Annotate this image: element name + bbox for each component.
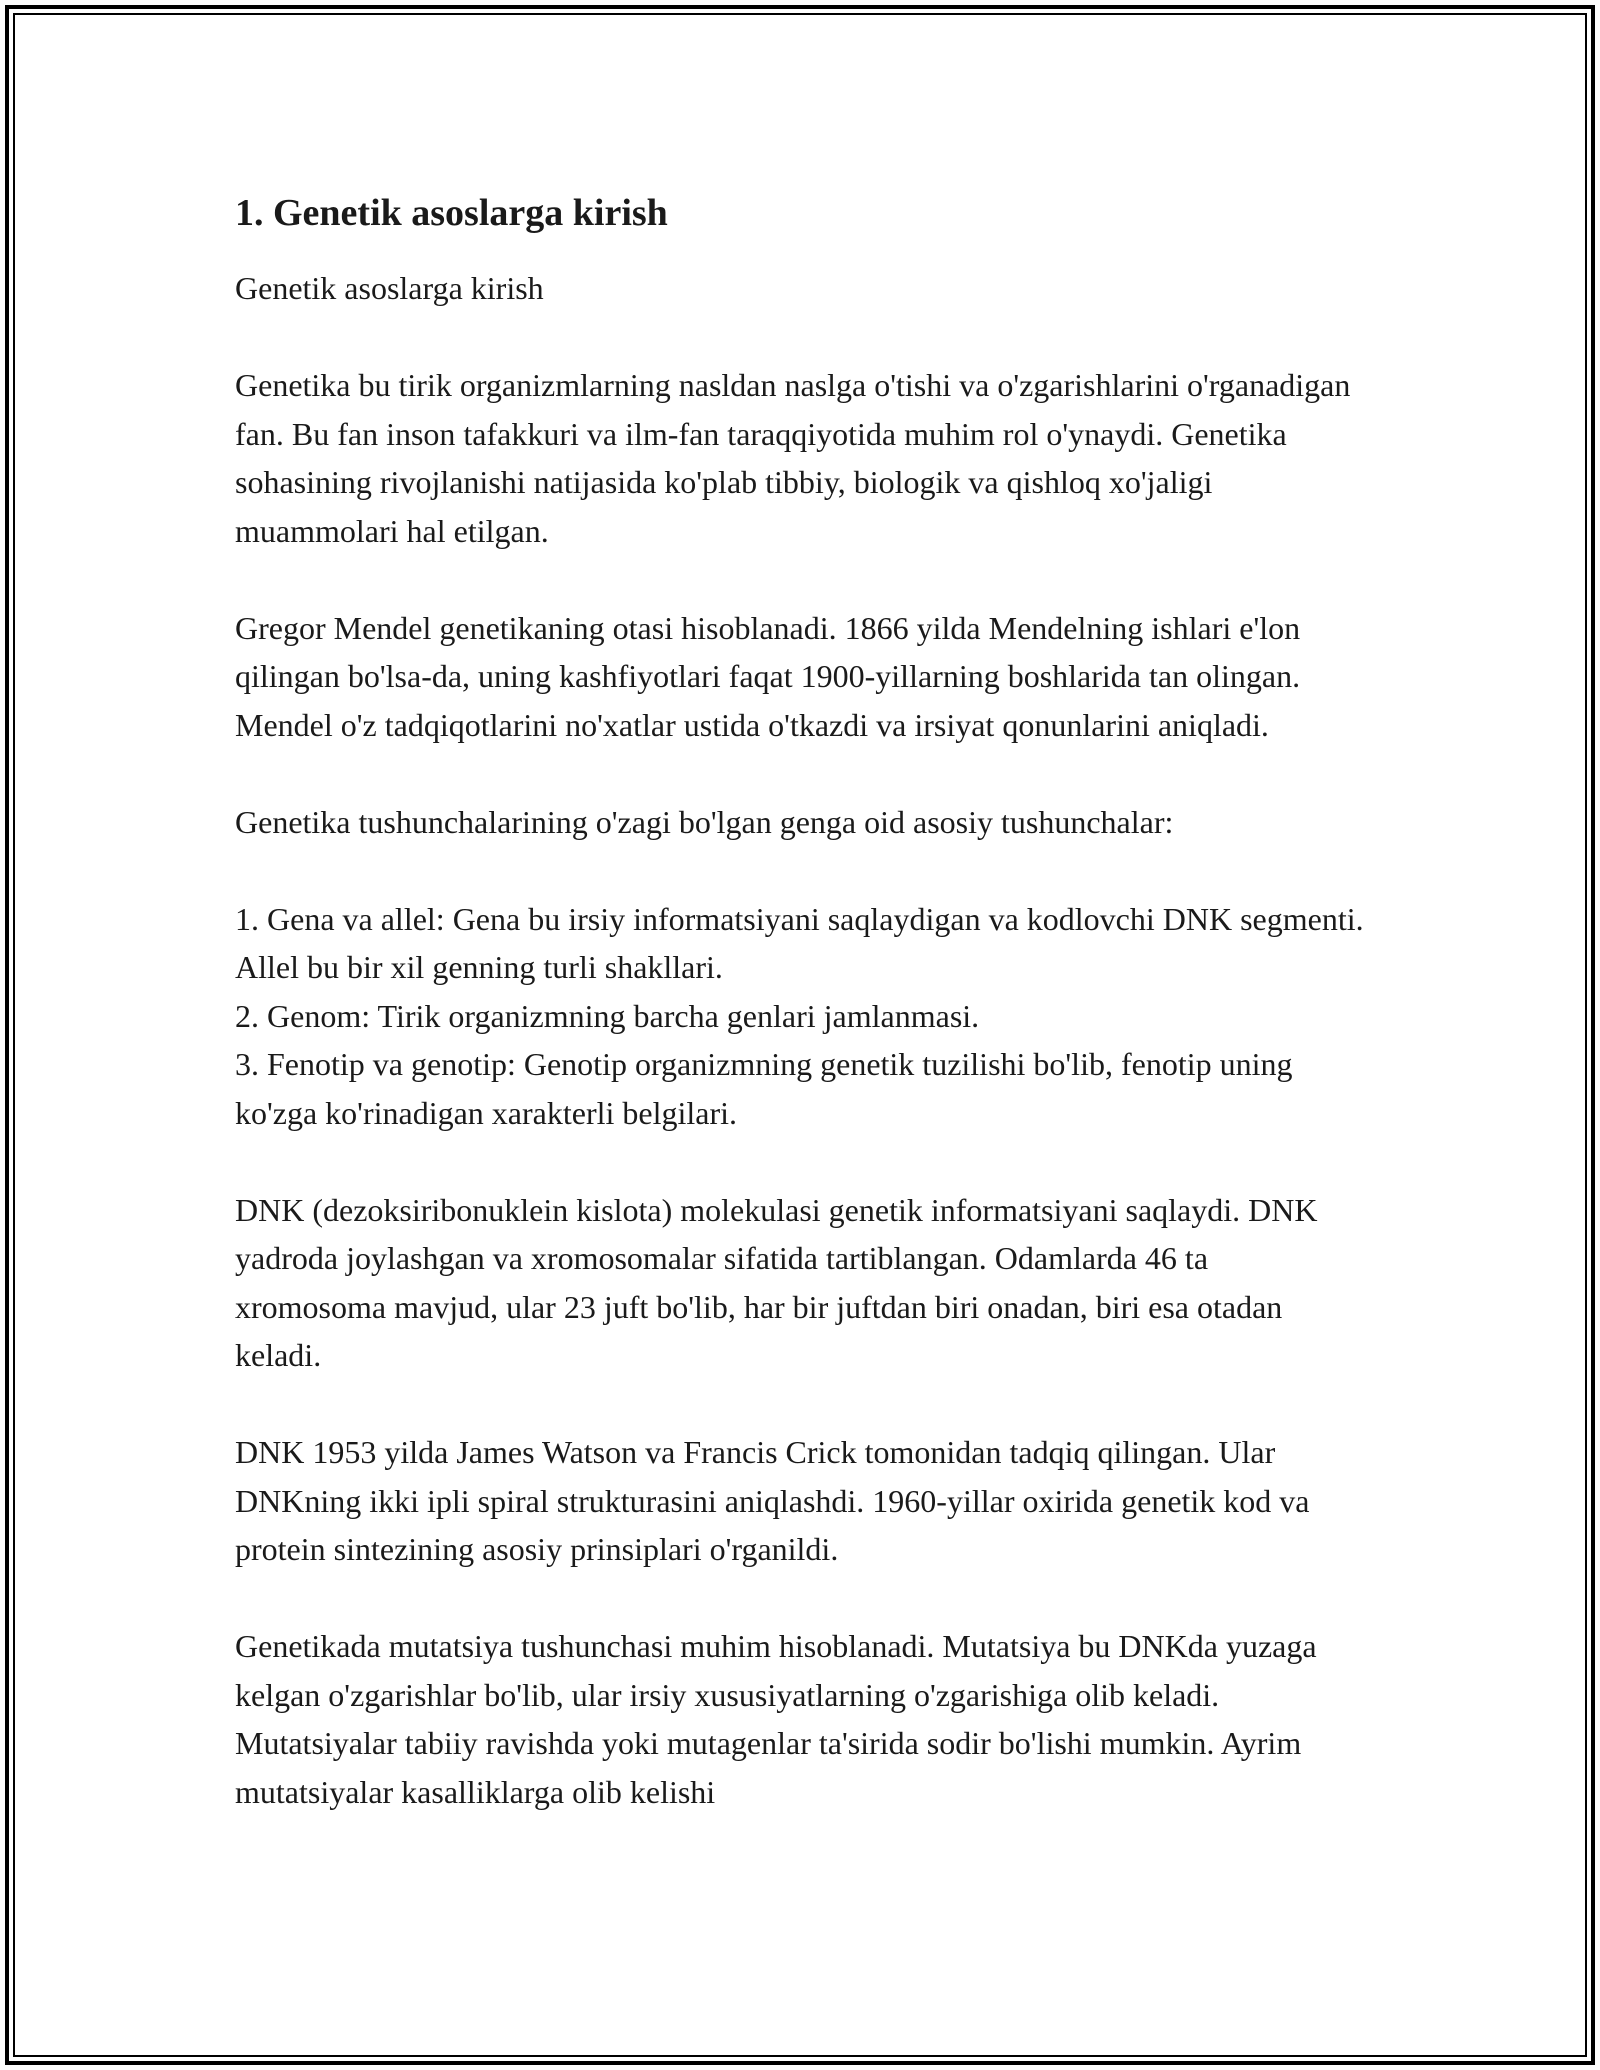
paragraph-mutation: Genetikada mutatsiya tushunchasi muhim hisoblanadi. Mutatsiya bu DNKda yuzaga kelgan o'zgarishlar bo'lib, ular irsiy xususiyatlarning o'zgarishiga olib keladi. Mutatsiyalar tabiiy ravishda yoki mutagenlar ta'sirida sodir bo'lishi mumkin. Ayrim mutatsiyalar kasalliklarga olib kelishi [235,1628,1317,1810]
list-item: 1. Gena va allel: Gena bu irsiy informatsiyani saqlaydigan va kodlovchi DNK segmenti. Allel bu bir xil genning turli shakllari. [235,900,1364,985]
document-body [235,188,1365,1865]
paragraph-gene-concepts-intro: Genetika tushunchalarining o'zagi bo'lgan genga oid asosiy tushunchalar: [235,803,1174,840]
concept-list [235,895,1365,1138]
section-heading: 1. Genetik asoslarga kirish [235,192,668,234]
list-item: 3. Fenotip va genotip: Genotip organizmning genetik tuzilishi bo'lib, fenotip uning ko'zga ko'rinadigan xarakterli belgilari. [235,1046,1293,1131]
list-item: 2. Genom: Tirik organizmning barcha genlari jamlanmasi. [235,997,980,1034]
paragraph-mendel: Gregor Mendel genetikaning otasi hisoblanadi. 1866 yilda Mendelning ishlari e'lon qilingan bo'lsa-da, uning kashfiyotlari faqat 1900-yillarning boshlarida tan olingan. Mendel o'z tadqiqotlarini no'xatlar ustida o'tkazdi va irsiyat qonunlarini aniqladi. [235,609,1301,743]
paragraph-genetics-definition: Genetika bu tirik organizmlarning nasldan naslga o'tishi va o'zgarishlarini o'rganadigan fan. Bu fan inson tafakkuri va ilm-fan taraqqiyotida muhim rol o'ynaydi. Genetika sohasining rivojlanishi natijasida ko'plab tibbiy, biologik va qishloq xo'jaligi muammolari hal etilgan. [235,367,1351,549]
subtitle-line: Genetik asoslarga kirish [235,270,544,306]
paragraph-dna: DNK (dezoksiribonuklein kislota) molekulasi genetik informatsiyani saqlaydi. DNK yadroda joylashgan va xromosomalar sifatida tartiblangan. Odamlarda 46 ta xromosoma mavjud, ular 23 juft bo'lib, har bir juftdan biri onadan, biri esa otadan keladi. [235,1191,1318,1373]
paragraph-watson-crick: DNK 1953 yilda James Watson va Francis Crick tomonidan tadqiq qilingan. Ular DNKning ikki ipli spiral strukturasini aniqlashdi. 1960-yillar oxirida genetik kod va protein sintezining asosiy prinsiplari o'rganildi. [235,1434,1310,1567]
